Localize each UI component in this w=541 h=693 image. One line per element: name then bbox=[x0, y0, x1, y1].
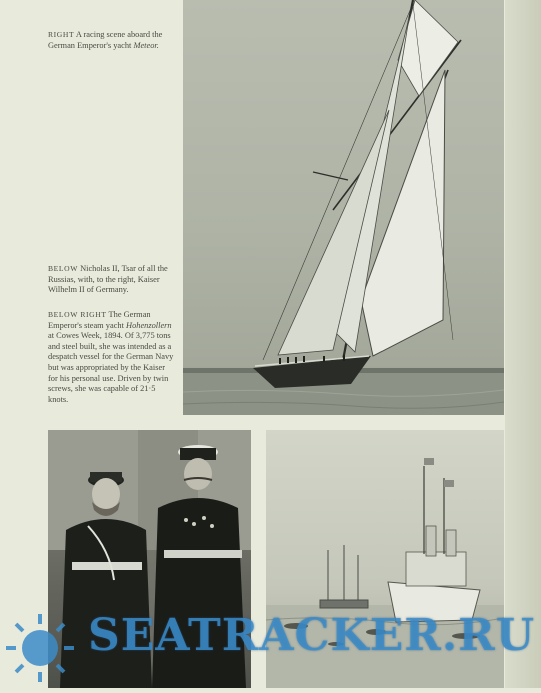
page-edge bbox=[505, 0, 541, 688]
caption-text-continued: at Cowes Week, 1894. Of 3,775 tons and steel built, she was intended as a despatch vessel for the German Navy but was appropriated by the Kaiser for his personal use. Driven by twin screws, she was capable of 21·5 knots. bbox=[48, 331, 174, 404]
caption-italic: Meteor. bbox=[133, 40, 159, 50]
caption-lead: RIGHT bbox=[48, 30, 75, 39]
caption-lead: BELOW RIGHT bbox=[48, 310, 107, 319]
caption-hohenzollern bbox=[48, 310, 176, 405]
caption-text: A racing scene aboard the German Emperor's yacht bbox=[48, 30, 163, 50]
meteor-yacht-photo bbox=[183, 0, 504, 415]
caption-text: The German Emperor's steam yacht bbox=[48, 310, 151, 330]
caption-lead: BELOW bbox=[48, 264, 78, 273]
watermark-text: SEATRACKER.RU bbox=[88, 610, 536, 661]
caption-tsar-kaiser bbox=[48, 264, 176, 296]
caption-italic: Hohenzollern bbox=[126, 320, 172, 330]
yacht-illustration bbox=[183, 0, 504, 415]
caption-text: Nicholas II, Tsar of all the Russias, with, to the right, Kaiser Wilhelm II of Germany. bbox=[48, 264, 168, 295]
caption-meteor bbox=[48, 30, 176, 51]
